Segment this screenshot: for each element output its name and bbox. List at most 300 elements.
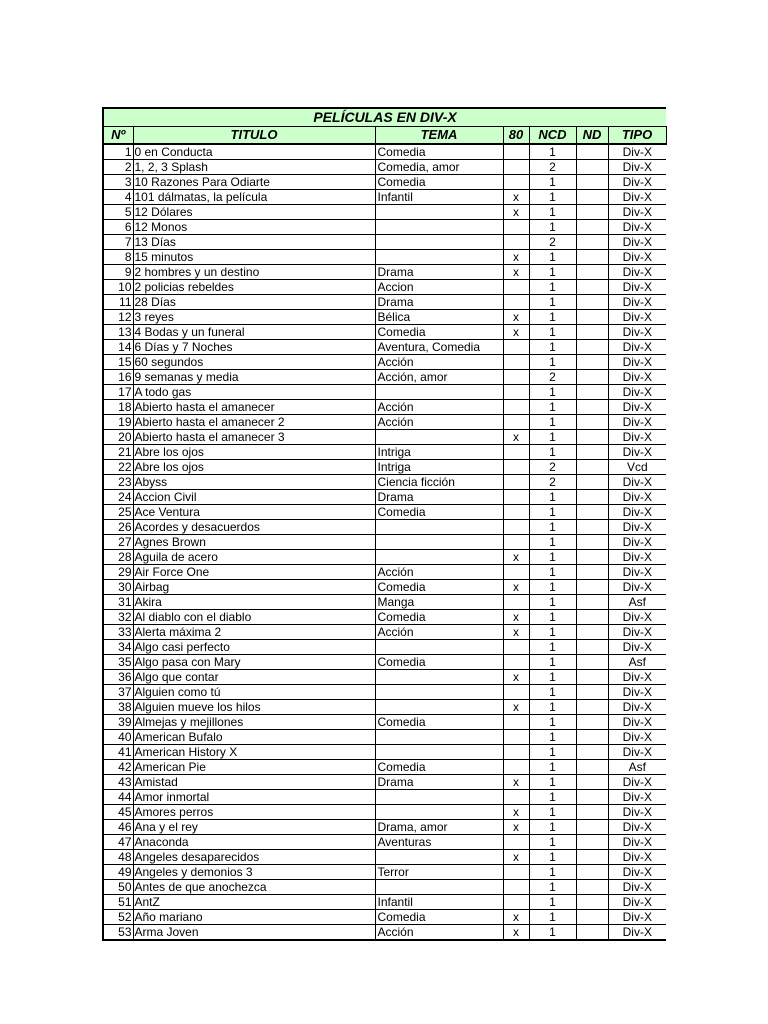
cell-tipo: Div-X bbox=[608, 385, 666, 400]
cell-num: 32 bbox=[103, 610, 133, 625]
cell-titulo: Alerta máxima 2 bbox=[133, 625, 375, 640]
cell-num: 53 bbox=[103, 925, 133, 941]
cell-ncd: 1 bbox=[529, 520, 576, 535]
cell-nd bbox=[576, 250, 608, 265]
cell-ncd: 1 bbox=[529, 775, 576, 790]
cell-num: 44 bbox=[103, 790, 133, 805]
cell-tema: Acción bbox=[375, 925, 503, 941]
cell-nd bbox=[576, 415, 608, 430]
cell-tipo: Div-X bbox=[608, 310, 666, 325]
cell-nd bbox=[576, 565, 608, 580]
cell-80 bbox=[503, 370, 529, 385]
cell-titulo: Angeles y demonios 3 bbox=[133, 865, 375, 880]
cell-tipo: Div-X bbox=[608, 160, 666, 175]
table-row bbox=[103, 580, 666, 595]
cell-ncd: 1 bbox=[529, 535, 576, 550]
table-row bbox=[103, 895, 666, 910]
cell-num: 26 bbox=[103, 520, 133, 535]
cell-tema: Acción, amor bbox=[375, 370, 503, 385]
cell-tema: Comedia bbox=[375, 144, 503, 160]
header-nd: ND bbox=[576, 126, 608, 144]
cell-titulo: Amistad bbox=[133, 775, 375, 790]
table-row bbox=[103, 760, 666, 775]
cell-num: 2 bbox=[103, 160, 133, 175]
cell-nd bbox=[576, 760, 608, 775]
cell-ncd: 2 bbox=[529, 475, 576, 490]
cell-tipo: Asf bbox=[608, 760, 666, 775]
table-row bbox=[103, 325, 666, 340]
cell-titulo: Amor inmortal bbox=[133, 790, 375, 805]
table-row bbox=[103, 595, 666, 610]
cell-num: 7 bbox=[103, 235, 133, 250]
table-row bbox=[103, 670, 666, 685]
cell-tema bbox=[375, 220, 503, 235]
cell-num: 51 bbox=[103, 895, 133, 910]
cell-80 bbox=[503, 685, 529, 700]
cell-num: 35 bbox=[103, 655, 133, 670]
cell-tipo: Div-X bbox=[608, 820, 666, 835]
cell-ncd: 1 bbox=[529, 715, 576, 730]
cell-tema bbox=[375, 790, 503, 805]
cell-tema: Comedia bbox=[375, 505, 503, 520]
cell-num: 28 bbox=[103, 550, 133, 565]
cell-80 bbox=[503, 520, 529, 535]
table-row bbox=[103, 730, 666, 745]
cell-tipo: Div-X bbox=[608, 715, 666, 730]
header-tipo: TIPO bbox=[608, 126, 666, 144]
cell-tema: Comedia bbox=[375, 715, 503, 730]
cell-nd bbox=[576, 205, 608, 220]
cell-tema: Drama bbox=[375, 295, 503, 310]
cell-nd bbox=[576, 505, 608, 520]
cell-num: 52 bbox=[103, 910, 133, 925]
cell-tema bbox=[375, 850, 503, 865]
cell-ncd: 1 bbox=[529, 610, 576, 625]
cell-80 bbox=[503, 460, 529, 475]
cell-80 bbox=[503, 790, 529, 805]
cell-num: 4 bbox=[103, 190, 133, 205]
header-row bbox=[103, 126, 666, 144]
cell-num: 14 bbox=[103, 340, 133, 355]
cell-tema: Comedia bbox=[375, 910, 503, 925]
cell-ncd: 1 bbox=[529, 220, 576, 235]
cell-titulo: Angeles desaparecidos bbox=[133, 850, 375, 865]
cell-num: 50 bbox=[103, 880, 133, 895]
cell-80 bbox=[503, 865, 529, 880]
cell-80: x bbox=[503, 805, 529, 820]
cell-nd bbox=[576, 700, 608, 715]
cell-nd bbox=[576, 595, 608, 610]
cell-titulo: 10 Razones Para Odiarte bbox=[133, 175, 375, 190]
cell-tipo: Div-X bbox=[608, 580, 666, 595]
cell-titulo: 101 dálmatas, la película bbox=[133, 190, 375, 205]
cell-titulo: Anaconda bbox=[133, 835, 375, 850]
cell-80: x bbox=[503, 910, 529, 925]
table-row bbox=[103, 460, 666, 475]
cell-num: 21 bbox=[103, 445, 133, 460]
table-row bbox=[103, 625, 666, 640]
cell-tipo: Div-X bbox=[608, 835, 666, 850]
cell-nd bbox=[576, 160, 608, 175]
cell-nd bbox=[576, 370, 608, 385]
cell-nd bbox=[576, 475, 608, 490]
cell-tema: Drama bbox=[375, 490, 503, 505]
cell-num: 49 bbox=[103, 865, 133, 880]
cell-tema bbox=[375, 385, 503, 400]
cell-nd bbox=[576, 925, 608, 941]
cell-ncd: 1 bbox=[529, 280, 576, 295]
cell-num: 34 bbox=[103, 640, 133, 655]
movie-table bbox=[102, 107, 667, 941]
cell-80 bbox=[503, 715, 529, 730]
cell-tipo: Div-X bbox=[608, 700, 666, 715]
cell-tema: Accion bbox=[375, 280, 503, 295]
cell-tipo: Div-X bbox=[608, 430, 666, 445]
cell-num: 12 bbox=[103, 310, 133, 325]
cell-num: 16 bbox=[103, 370, 133, 385]
cell-80 bbox=[503, 835, 529, 850]
cell-nd bbox=[576, 310, 608, 325]
header-titulo: TITULO bbox=[133, 126, 375, 144]
table-row bbox=[103, 700, 666, 715]
cell-titulo: 2 policias rebeldes bbox=[133, 280, 375, 295]
cell-ncd: 1 bbox=[529, 685, 576, 700]
cell-ncd: 1 bbox=[529, 760, 576, 775]
cell-tema: Comedia bbox=[375, 655, 503, 670]
cell-nd bbox=[576, 220, 608, 235]
cell-titulo: Acordes y desacuerdos bbox=[133, 520, 375, 535]
table-row bbox=[103, 205, 666, 220]
cell-tipo: Div-X bbox=[608, 535, 666, 550]
cell-titulo: Algo que contar bbox=[133, 670, 375, 685]
table-row bbox=[103, 550, 666, 565]
cell-80 bbox=[503, 475, 529, 490]
cell-nd bbox=[576, 144, 608, 160]
cell-ncd: 1 bbox=[529, 295, 576, 310]
cell-ncd: 1 bbox=[529, 175, 576, 190]
table-row bbox=[103, 835, 666, 850]
cell-tipo: Div-X bbox=[608, 550, 666, 565]
cell-ncd: 1 bbox=[529, 340, 576, 355]
cell-80 bbox=[503, 415, 529, 430]
cell-tipo: Div-X bbox=[608, 415, 666, 430]
cell-80: x bbox=[503, 250, 529, 265]
cell-titulo: Abierto hasta el amanecer 3 bbox=[133, 430, 375, 445]
cell-ncd: 1 bbox=[529, 625, 576, 640]
table-row bbox=[103, 400, 666, 415]
cell-tipo: Div-X bbox=[608, 325, 666, 340]
cell-tipo: Div-X bbox=[608, 475, 666, 490]
cell-nd bbox=[576, 265, 608, 280]
cell-ncd: 2 bbox=[529, 370, 576, 385]
cell-ncd: 1 bbox=[529, 190, 576, 205]
table-row bbox=[103, 520, 666, 535]
cell-tipo: Div-X bbox=[608, 565, 666, 580]
cell-80: x bbox=[503, 925, 529, 941]
cell-nd bbox=[576, 850, 608, 865]
cell-titulo: Amores perros bbox=[133, 805, 375, 820]
cell-nd bbox=[576, 400, 608, 415]
cell-tema: Aventuras bbox=[375, 835, 503, 850]
cell-tipo: Div-X bbox=[608, 235, 666, 250]
cell-80 bbox=[503, 655, 529, 670]
cell-tema bbox=[375, 205, 503, 220]
cell-nd bbox=[576, 730, 608, 745]
cell-ncd: 1 bbox=[529, 895, 576, 910]
cell-tema: Acción bbox=[375, 565, 503, 580]
cell-titulo: Alguien como tú bbox=[133, 685, 375, 700]
cell-80 bbox=[503, 340, 529, 355]
cell-titulo: Abre los ojos bbox=[133, 460, 375, 475]
cell-num: 48 bbox=[103, 850, 133, 865]
cell-80: x bbox=[503, 265, 529, 280]
cell-titulo: A todo gas bbox=[133, 385, 375, 400]
cell-titulo: 1, 2, 3 Splash bbox=[133, 160, 375, 175]
cell-nd bbox=[576, 775, 608, 790]
table-row bbox=[103, 790, 666, 805]
cell-80 bbox=[503, 640, 529, 655]
table-row bbox=[103, 715, 666, 730]
cell-ncd: 1 bbox=[529, 865, 576, 880]
cell-ncd: 1 bbox=[529, 205, 576, 220]
cell-titulo: 15 minutos bbox=[133, 250, 375, 265]
cell-nd bbox=[576, 685, 608, 700]
cell-num: 27 bbox=[103, 535, 133, 550]
cell-titulo: 28 Días bbox=[133, 295, 375, 310]
cell-tema bbox=[375, 520, 503, 535]
cell-titulo: American Bufalo bbox=[133, 730, 375, 745]
cell-titulo: Arma Joven bbox=[133, 925, 375, 941]
table-row bbox=[103, 160, 666, 175]
cell-ncd: 1 bbox=[529, 670, 576, 685]
cell-tema: Drama bbox=[375, 265, 503, 280]
cell-tipo: Div-X bbox=[608, 880, 666, 895]
cell-ncd: 1 bbox=[529, 505, 576, 520]
table-row bbox=[103, 190, 666, 205]
cell-tipo: Div-X bbox=[608, 505, 666, 520]
cell-nd bbox=[576, 835, 608, 850]
cell-ncd: 1 bbox=[529, 745, 576, 760]
table-row bbox=[103, 144, 666, 160]
cell-tema: Comedia bbox=[375, 580, 503, 595]
cell-titulo: 3 reyes bbox=[133, 310, 375, 325]
cell-titulo: Abre los ojos bbox=[133, 445, 375, 460]
cell-ncd: 1 bbox=[529, 415, 576, 430]
cell-nd bbox=[576, 820, 608, 835]
cell-80: x bbox=[503, 850, 529, 865]
cell-ncd: 1 bbox=[529, 700, 576, 715]
cell-num: 18 bbox=[103, 400, 133, 415]
cell-titulo: Aguila de acero bbox=[133, 550, 375, 565]
cell-titulo: Ace Ventura bbox=[133, 505, 375, 520]
cell-num: 15 bbox=[103, 355, 133, 370]
cell-num: 23 bbox=[103, 475, 133, 490]
cell-ncd: 1 bbox=[529, 550, 576, 565]
cell-num: 25 bbox=[103, 505, 133, 520]
cell-nd bbox=[576, 550, 608, 565]
cell-num: 10 bbox=[103, 280, 133, 295]
cell-titulo: Abyss bbox=[133, 475, 375, 490]
cell-tipo: Div-X bbox=[608, 670, 666, 685]
cell-ncd: 1 bbox=[529, 250, 576, 265]
cell-80 bbox=[503, 220, 529, 235]
cell-tema bbox=[375, 430, 503, 445]
cell-80: x bbox=[503, 550, 529, 565]
cell-80 bbox=[503, 144, 529, 160]
table-row bbox=[103, 385, 666, 400]
cell-tema: Infantil bbox=[375, 895, 503, 910]
cell-tipo: Div-X bbox=[608, 280, 666, 295]
cell-80: x bbox=[503, 625, 529, 640]
cell-80 bbox=[503, 280, 529, 295]
cell-tipo: Div-X bbox=[608, 265, 666, 280]
cell-titulo: Almejas y mejillones bbox=[133, 715, 375, 730]
table-row bbox=[103, 820, 666, 835]
table-row bbox=[103, 250, 666, 265]
cell-titulo: 2 hombres y un destino bbox=[133, 265, 375, 280]
cell-titulo: AntZ bbox=[133, 895, 375, 910]
table-row bbox=[103, 565, 666, 580]
cell-80: x bbox=[503, 670, 529, 685]
cell-ncd: 1 bbox=[529, 310, 576, 325]
cell-num: 36 bbox=[103, 670, 133, 685]
cell-nd bbox=[576, 295, 608, 310]
cell-80: x bbox=[503, 700, 529, 715]
cell-num: 41 bbox=[103, 745, 133, 760]
cell-num: 46 bbox=[103, 820, 133, 835]
cell-nd bbox=[576, 235, 608, 250]
cell-tema bbox=[375, 535, 503, 550]
cell-num: 24 bbox=[103, 490, 133, 505]
table-row bbox=[103, 910, 666, 925]
table-row bbox=[103, 235, 666, 250]
cell-nd bbox=[576, 385, 608, 400]
cell-num: 31 bbox=[103, 595, 133, 610]
table-row bbox=[103, 355, 666, 370]
cell-num: 29 bbox=[103, 565, 133, 580]
cell-tema: Comedia bbox=[375, 325, 503, 340]
cell-80: x bbox=[503, 580, 529, 595]
table-row bbox=[103, 310, 666, 325]
cell-tema bbox=[375, 250, 503, 265]
header-tema: TEMA bbox=[375, 126, 503, 144]
cell-ncd: 1 bbox=[529, 880, 576, 895]
cell-ncd: 1 bbox=[529, 730, 576, 745]
cell-80 bbox=[503, 445, 529, 460]
header-80: 80 bbox=[503, 126, 529, 144]
cell-ncd: 1 bbox=[529, 385, 576, 400]
cell-tema bbox=[375, 685, 503, 700]
cell-tipo: Div-X bbox=[608, 850, 666, 865]
cell-nd bbox=[576, 655, 608, 670]
cell-ncd: 1 bbox=[529, 820, 576, 835]
cell-tema: Intriga bbox=[375, 460, 503, 475]
cell-tema: Drama, amor bbox=[375, 820, 503, 835]
table-row bbox=[103, 295, 666, 310]
cell-ncd: 1 bbox=[529, 565, 576, 580]
cell-num: 33 bbox=[103, 625, 133, 640]
cell-nd bbox=[576, 745, 608, 760]
cell-titulo: Accion Civil bbox=[133, 490, 375, 505]
cell-tema: Acción bbox=[375, 625, 503, 640]
cell-ncd: 1 bbox=[529, 430, 576, 445]
cell-tema bbox=[375, 745, 503, 760]
table-row bbox=[103, 655, 666, 670]
cell-nd bbox=[576, 715, 608, 730]
cell-80 bbox=[503, 535, 529, 550]
cell-ncd: 1 bbox=[529, 144, 576, 160]
cell-nd bbox=[576, 625, 608, 640]
cell-titulo: Antes de que anochezca bbox=[133, 880, 375, 895]
cell-tipo: Div-X bbox=[608, 745, 666, 760]
cell-nd bbox=[576, 865, 608, 880]
cell-nd bbox=[576, 325, 608, 340]
cell-tipo: Div-X bbox=[608, 250, 666, 265]
cell-80 bbox=[503, 505, 529, 520]
cell-tema bbox=[375, 640, 503, 655]
cell-ncd: 1 bbox=[529, 850, 576, 865]
cell-num: 45 bbox=[103, 805, 133, 820]
cell-tipo: Asf bbox=[608, 655, 666, 670]
cell-num: 11 bbox=[103, 295, 133, 310]
cell-tipo: Div-X bbox=[608, 925, 666, 941]
cell-titulo: American History X bbox=[133, 745, 375, 760]
cell-ncd: 1 bbox=[529, 580, 576, 595]
title-row bbox=[103, 108, 666, 126]
cell-num: 47 bbox=[103, 835, 133, 850]
cell-tipo: Div-X bbox=[608, 685, 666, 700]
cell-titulo: Airbag bbox=[133, 580, 375, 595]
cell-tema bbox=[375, 670, 503, 685]
cell-titulo: 9 semanas y media bbox=[133, 370, 375, 385]
cell-nd bbox=[576, 640, 608, 655]
cell-ncd: 1 bbox=[529, 655, 576, 670]
cell-titulo: 13 Días bbox=[133, 235, 375, 250]
cell-80 bbox=[503, 745, 529, 760]
cell-80 bbox=[503, 895, 529, 910]
cell-nd bbox=[576, 910, 608, 925]
table-row bbox=[103, 805, 666, 820]
cell-80 bbox=[503, 295, 529, 310]
cell-num: 6 bbox=[103, 220, 133, 235]
cell-80 bbox=[503, 880, 529, 895]
cell-titulo: 60 segundos bbox=[133, 355, 375, 370]
cell-80 bbox=[503, 235, 529, 250]
cell-titulo: Air Force One bbox=[133, 565, 375, 580]
cell-ncd: 1 bbox=[529, 790, 576, 805]
cell-tema: Acción bbox=[375, 415, 503, 430]
cell-tipo: Div-X bbox=[608, 805, 666, 820]
cell-ncd: 1 bbox=[529, 640, 576, 655]
table-row bbox=[103, 925, 666, 941]
cell-tipo: Asf bbox=[608, 595, 666, 610]
cell-tema: Ciencia ficción bbox=[375, 475, 503, 490]
cell-ncd: 1 bbox=[529, 355, 576, 370]
cell-80 bbox=[503, 730, 529, 745]
cell-titulo: Ana y el rey bbox=[133, 820, 375, 835]
cell-titulo: Al diablo con el diablo bbox=[133, 610, 375, 625]
table-row bbox=[103, 850, 666, 865]
cell-titulo: Algo pasa con Mary bbox=[133, 655, 375, 670]
cell-tema: Infantil bbox=[375, 190, 503, 205]
cell-num: 20 bbox=[103, 430, 133, 445]
cell-titulo: 0 en Conducta bbox=[133, 144, 375, 160]
table-row bbox=[103, 490, 666, 505]
cell-tipo: Div-X bbox=[608, 625, 666, 640]
cell-nd bbox=[576, 280, 608, 295]
cell-tipo: Div-X bbox=[608, 400, 666, 415]
cell-tipo: Div-X bbox=[608, 370, 666, 385]
